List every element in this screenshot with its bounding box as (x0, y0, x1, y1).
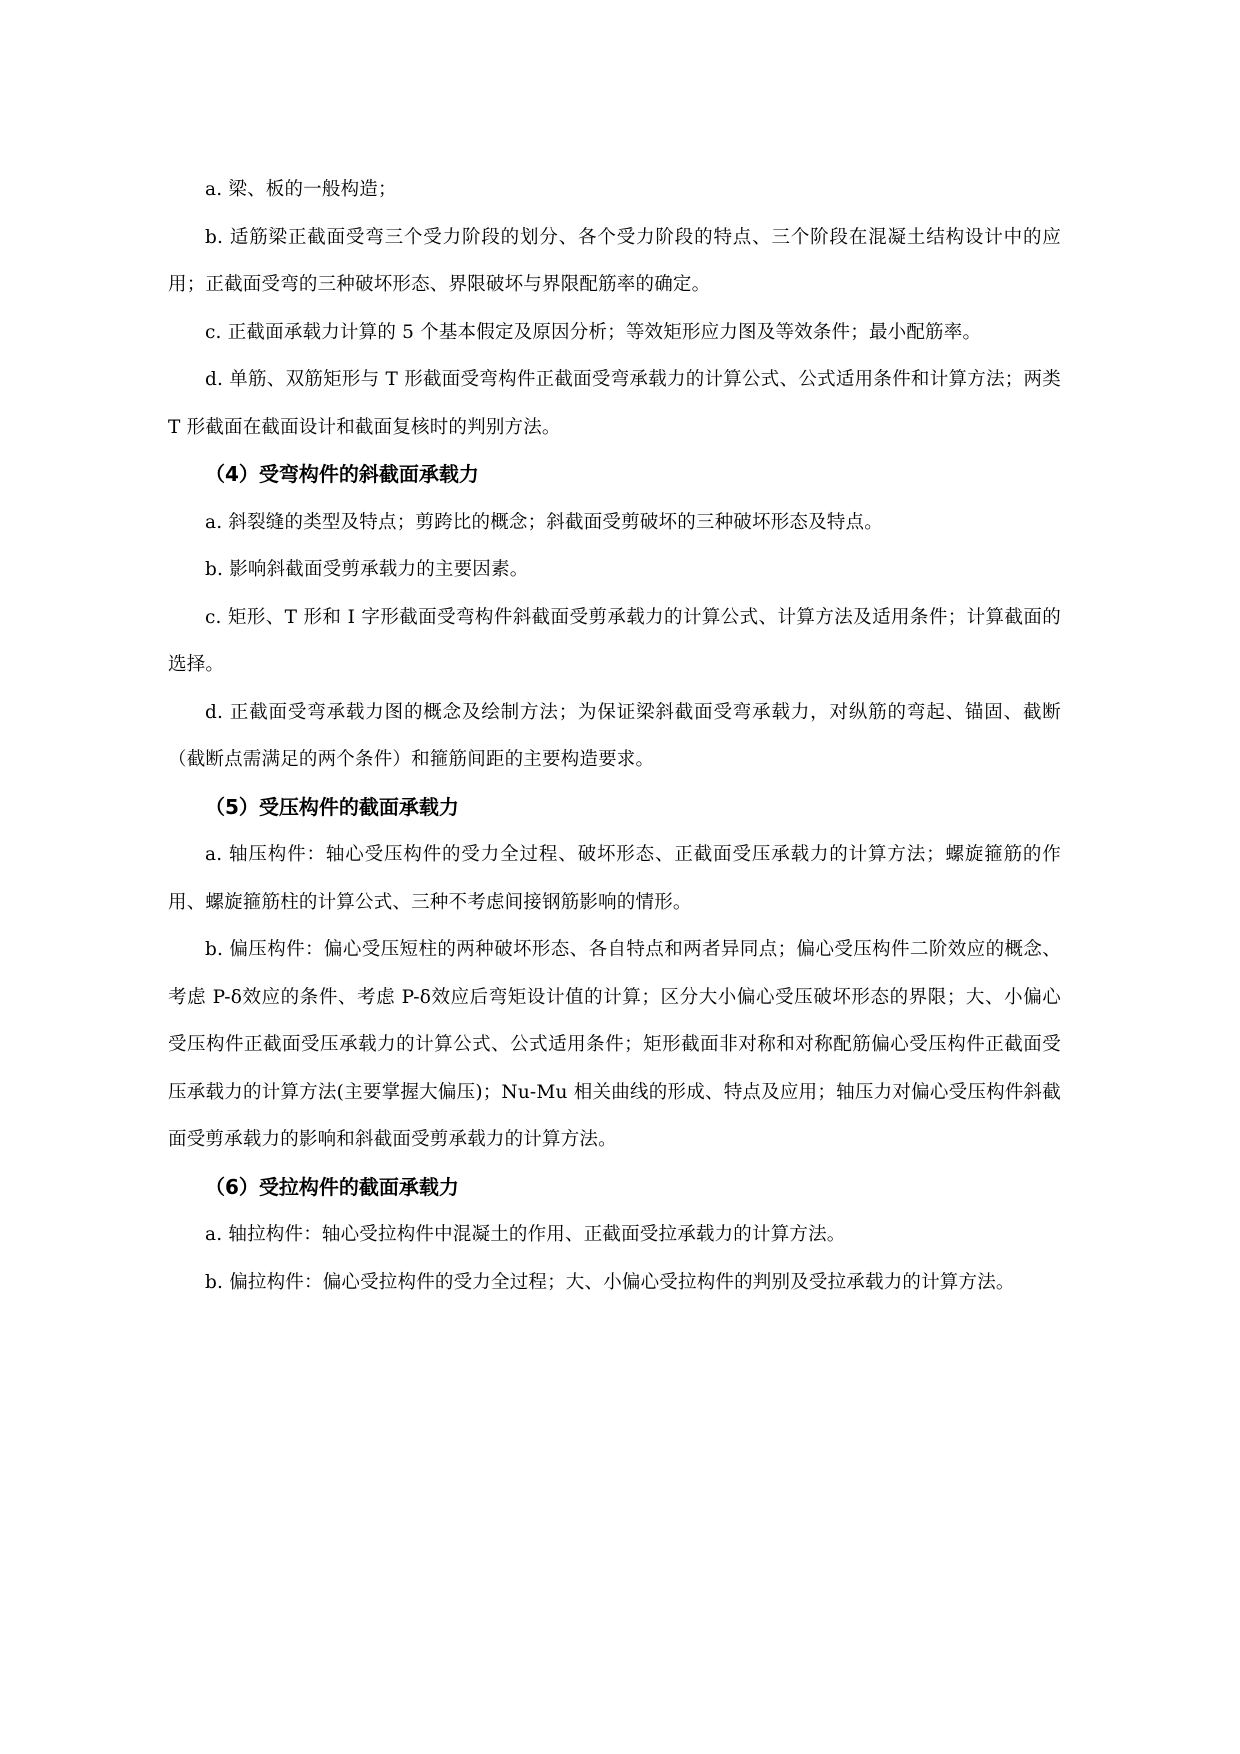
paragraph-item-a: a. 梁、板的一般构造； (205, 179, 397, 200)
paragraph-item-b: b. 影响斜截面受剪承载力的主要因素。 (205, 559, 529, 580)
section-heading-4: （4）受弯构件的斜截面承载力 (205, 462, 479, 486)
paragraph-item-c: c. 正截面承载力计算的 5 个基本假定及原因分析；等效矩形应力图及等效条件；最小配筋率。 (205, 321, 982, 343)
section-heading-6: （6）受拉构件的截面承载力 (205, 1174, 459, 1199)
paragraph-item-a: a. 轴压构件：轴心受压构件的受力全过程、破坏形态、正截面受压承载力的计算方法；螺旋箍筋的作用、螺旋箍筋柱的计算公式、三种不考虑间接钢筋影响的情形。 (168, 844, 1061, 913)
paragraph-item-a: a. 斜裂缝的类型及特点；剪跨比的概念；斜截面受剪破坏的三种破坏形态及特点。 (205, 511, 883, 533)
paragraph-item-c: c. 矩形、T 形和 I 字形截面受弯构件斜截面受剪承载力的计算公式、计算方法及适用条件；计算截面的选择。 (168, 606, 1061, 675)
paragraph-item-b: b. 偏压构件：偏心受压短柱的两种破坏形态、各自特点和两者异同点；偏心受压构件二阶效应的概念、考虑 P-δ效应的条件、考虑 P-δ效应后弯矩设计值的计算；区分大小偏心受压破坏形态的界限；大、小偏心受压构件正截面受压承载力的计算公式、公式适用条件；矩形截面非对称和对称配筋偏心受压构件正截面受压承载力的计算方法(主要掌握大偏压)；Nu-Mu 相关曲线的形成、特点及应用；轴压力对偏心受压构件斜截面受剪承载力的影响和斜截面受剪承载力的计算方法。 (168, 939, 1061, 1150)
section-heading-5: （5）受压构件的截面承载力 (205, 794, 459, 819)
paragraph-item-b: b. 适筋梁正截面受弯三个受力阶段的划分、各个受力阶段的特点、三个阶段在混凝土结构设计中的应用；正截面受弯的三种破坏形态、界限破坏与界限配筋率的确定。 (168, 226, 1061, 295)
document-page (168, 166, 1061, 1306)
paragraph-item-a: a. 轴拉构件：轴心受拉构件中混凝土的作用、正截面受拉承载力的计算方法。 (205, 1224, 846, 1245)
paragraph-item-b: b. 偏拉构件：偏心受拉构件的受力全过程；大、小偏心受拉构件的判别及受拉承载力的计算方法。 (205, 1271, 1015, 1293)
paragraph-item-d: d. 单筋、双筋矩形与 T 形截面受弯构件正截面受弯承载力的计算公式、公式适用条件和计算方法；两类 T 形截面在截面设计和截面复核时的判别方法。 (168, 369, 1061, 438)
paragraph-item-d: d. 正截面受弯承载力图的概念及绘制方法；为保证梁斜截面受弯承载力，对纵筋的弯起、锚固、截断（截断点需满足的两个条件）和箍筋间距的主要构造要求。 (168, 701, 1061, 770)
